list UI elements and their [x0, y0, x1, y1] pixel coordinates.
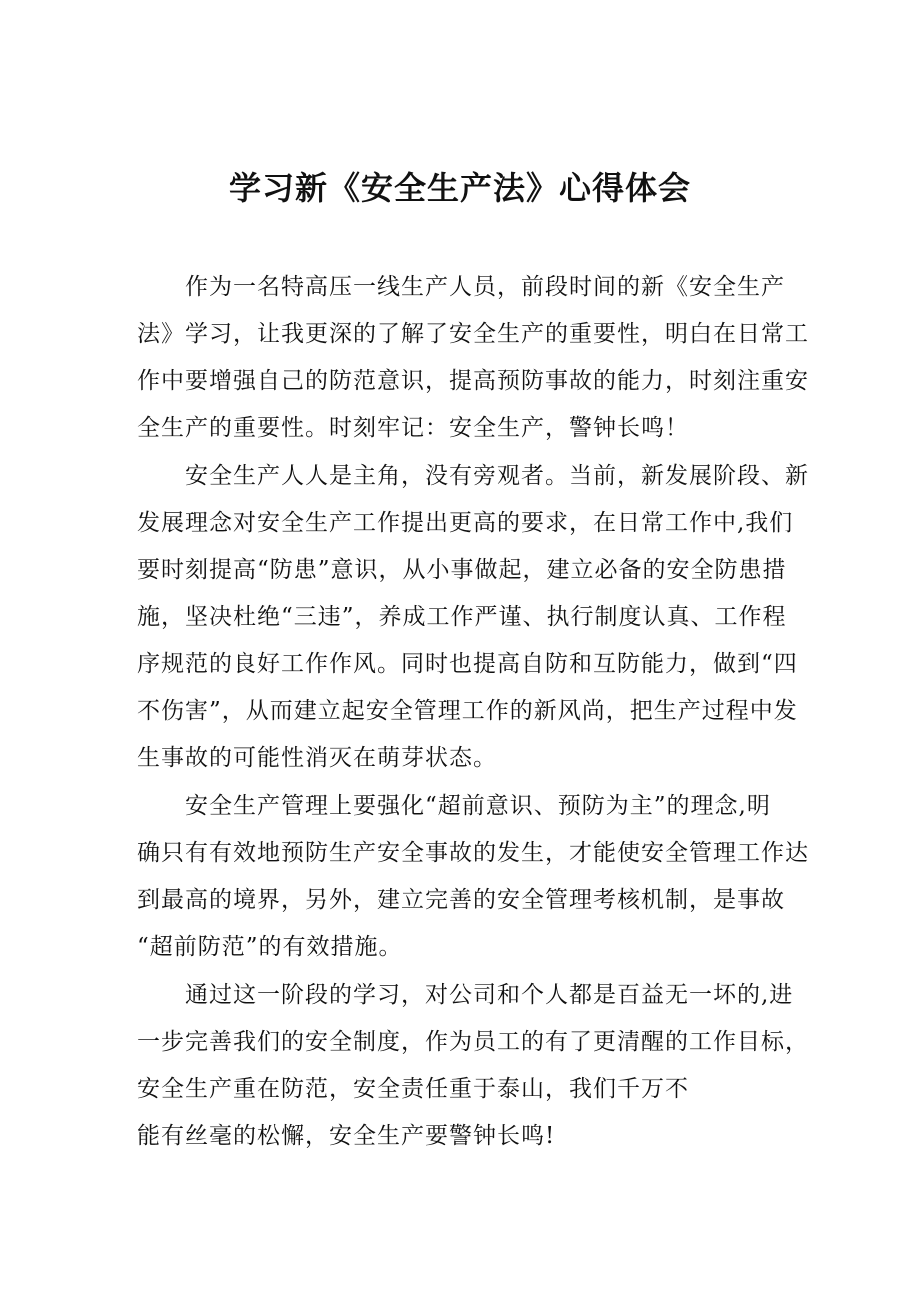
- paragraph-line: 作为一名特高压一线生产人员，前段时间的新《安全生产: [185, 274, 785, 300]
- paragraph-line: 法》学习，让我更深的了解了安全生产的重要性，明白在日常工: [137, 321, 809, 347]
- paragraph-line: 安全生产重在防范，安全责任重于泰山，我们千万不: [137, 1076, 689, 1102]
- paragraph-line: 确只有有效地预防生产安全事故的发生，才能使安全管理工作达: [137, 840, 809, 866]
- paragraph-4: [137, 972, 809, 1160]
- paragraph-1: [137, 264, 809, 452]
- paragraph-line: 安全生产人人是主角，没有旁观者。当前，新发展阶段、新: [185, 463, 809, 489]
- paragraph-line: 要时刻提高“防患”意识，从小事做起，建立必备的安全防患措: [137, 557, 787, 583]
- paragraph-line: 不伤害”，从而建立起安全管理工作的新风尚，把生产过程中发: [137, 698, 798, 724]
- paragraph-line: 生事故的可能性消灭在萌芽状态。: [137, 745, 497, 771]
- paragraph-line: 安全生产管理上要强化“超前意识、预防为主”的理念,明: [185, 793, 771, 819]
- paragraph-line: 发展理念对安全生产工作提出更高的要求，在日常工作中,我们: [137, 510, 794, 536]
- paragraph-line: 能有丝毫的松懈，安全生产要警钟长鸣!: [137, 1123, 556, 1149]
- paragraph-line: 到最高的境界，另外，建立完善的安全管理考核机制，是事故: [137, 887, 785, 913]
- paragraph-2: [137, 453, 809, 782]
- paragraph-line: 全生产的重要性。时刻牢记：安全生产，警钟长鸣！: [137, 415, 689, 441]
- document-body: [137, 264, 809, 1160]
- paragraph-line: 施，坚决杜绝“三违”，养成工作严谨、执行制度认真、工作程: [137, 604, 787, 630]
- paragraph-line: 作中要增强自己的防范意识，提高预防事故的能力，时刻注重安: [137, 368, 809, 394]
- paragraph-line: 一步完善我们的安全制度，作为员工的有了更清醒的工作目标，: [137, 1029, 809, 1055]
- paragraph-3: [137, 783, 809, 971]
- paragraph-line: “超前防范”的有效措施。: [137, 934, 403, 960]
- paragraph-line: 序规范的良好工作作风。同时也提高自防和互防能力，做到“四: [137, 651, 798, 677]
- paragraph-line: 通过这一阶段的学习，对公司和个人都是百益无一坏的,进: [185, 982, 794, 1008]
- page-title: 学习新《安全生产法》心得体会: [228, 169, 691, 207]
